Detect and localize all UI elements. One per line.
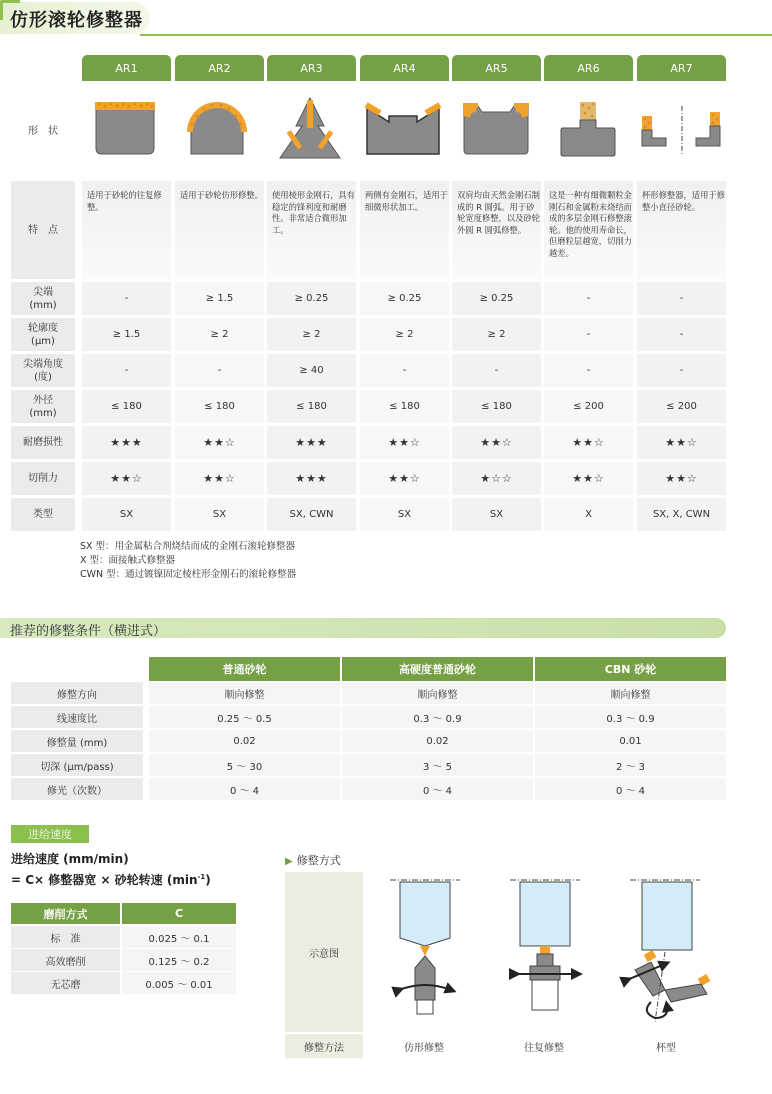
row-0-cell: ≥ 0.25 (452, 282, 541, 315)
section-recommended-conditions (0, 618, 726, 638)
feature-text-ar5: 双肩均由天然金刚石制成的 R 圆弧。用于砂轮宽度修整，以及砂轮外圆 R 圆弧修整。 (457, 190, 540, 235)
conditions-cell: 3 ～ 5 (342, 754, 533, 776)
row-5-cell: ★★☆ (360, 462, 449, 495)
row-4-cell: ★★☆ (544, 426, 633, 459)
column-header-ar4: AR4 (360, 55, 449, 81)
conditions-cell: 顺向修整 (342, 682, 533, 704)
row-2-cell: - (175, 354, 264, 387)
row-label-6: 类型 (11, 498, 75, 531)
c-table-header-1: C (122, 903, 236, 924)
ar2-shape-icon (187, 102, 247, 154)
triangle-right-icon: ▶ (285, 856, 293, 867)
row-label-0: 尖端 (mm) (11, 282, 75, 315)
row-1-cell: ≥ 1.5 (82, 318, 171, 351)
row-6-cell: SX (82, 498, 171, 531)
c-table-method: 高效磨削 (11, 949, 120, 971)
row-1-cell: ≥ 2 (360, 318, 449, 351)
ar5-shape-icon (463, 103, 529, 154)
conditions-row-label: 线速度比 (11, 706, 143, 728)
row-5-cell: ★★☆ (175, 462, 264, 495)
shape-row-label: 形 状 (28, 125, 58, 137)
row-3-cell: ≤ 200 (637, 390, 726, 423)
row-2-cell: - (82, 354, 171, 387)
c-table-header-0: 磨削方式 (11, 903, 120, 924)
conditions-cell: 0 ～ 4 (149, 778, 340, 800)
row-3-cell: ≤ 200 (544, 390, 633, 423)
row-3-cell: ≤ 180 (360, 390, 449, 423)
row-0-cell: ≥ 0.25 (360, 282, 449, 315)
row-2-cell: - (452, 354, 541, 387)
row-1-cell: - (544, 318, 633, 351)
feature-text-ar6: 这是一种有细微颗粒金刚石和金属粉末烧结而成的多层金刚石修整滚轮。他的使用寿命长，但磨粒层越宽，切削力越差。 (549, 190, 632, 258)
profile-dressing-diagram (390, 880, 460, 1014)
column-header-ar6: AR6 (544, 55, 633, 81)
conditions-cell: 顺向修整 (149, 682, 340, 704)
feature-text-ar1: 适用于砂轮的往复修整。 (87, 190, 162, 212)
formula-line2: = C× 修整器宽 × 砂轮转速 $(\min^{-1})$ (11, 873, 211, 887)
feature-text-ar7: 杯形修整器，适用于修整小直径砂轮。 (642, 190, 725, 212)
cup-dressing-diagram (627, 880, 710, 1022)
row-0-cell: - (637, 282, 726, 315)
row-3-cell: ≤ 180 (452, 390, 541, 423)
dressing-method-title: ▶ 修整方式 (285, 854, 341, 867)
row-5-cell: ★★☆ (637, 462, 726, 495)
row-label-4: 耐磨损性 (11, 426, 75, 459)
row-3-cell: ≤ 180 (175, 390, 264, 423)
conditions-cell: 5 ～ 30 (149, 754, 340, 776)
c-table-value: 0.025 ～ 0.1 (122, 926, 236, 948)
conditions-cell: 2 ～ 3 (535, 754, 726, 776)
row-3-cell: ≤ 180 (267, 390, 356, 423)
feed-speed-tag: 进给速度 (11, 825, 89, 843)
conditions-cell: 0 ～ 4 (535, 778, 726, 800)
row-2-cell: - (360, 354, 449, 387)
conditions-row-label: 修光（次数） (11, 778, 143, 800)
c-table-method: 无芯磨 (11, 972, 120, 994)
note-cwn: CWN 型：通过镀镍固定棱柱形金刚石的滚轮修整器 (80, 569, 297, 580)
row-4-cell: ★★☆ (637, 426, 726, 459)
note-sx: SX 型：用金属粘合剂烧结而成的金刚石滚轮修整器 (80, 541, 296, 552)
row-6-cell: SX (175, 498, 264, 531)
row-0-cell: - (82, 282, 171, 315)
row-5-cell: ★★☆ (544, 462, 633, 495)
conditions-cell: 0.02 (149, 730, 340, 752)
conditions-cell: 0.25 ～ 0.5 (149, 706, 340, 728)
feature-text-ar4: 两侧有金刚石，适用于细微形状加工。 (365, 190, 448, 212)
row-6-cell: SX, X, CWN (637, 498, 726, 531)
row-6-cell: SX (452, 498, 541, 531)
conditions-row-label: 修整方向 (11, 682, 143, 704)
row-6-cell: X (544, 498, 633, 531)
ar6-shape-icon (561, 102, 615, 156)
conditions-cell: 顺向修整 (535, 682, 726, 704)
row-label-1: 轮廓度 (μm) (11, 318, 75, 351)
row-2-cell: ≥ 40 (267, 354, 356, 387)
conditions-cell: 0.3 ～ 0.9 (342, 706, 533, 728)
row-2-cell: - (544, 354, 633, 387)
ar3-shape-icon (280, 98, 340, 158)
shape-row (80, 88, 728, 174)
feature-text-ar3: 使用棱形金刚石，具有稳定的锋利度和耐磨性。非常适合微形加工。 (272, 190, 355, 235)
row-2-cell: - (637, 354, 726, 387)
row-0-cell: - (544, 282, 633, 315)
conditions-row-label: 修整量 (mm) (11, 730, 143, 752)
row-label-2: 尖端角度 (度) (11, 354, 75, 387)
note-x: X 型：面接触式修整器 (80, 555, 176, 566)
conditions-header-0: 普通砂轮 (149, 657, 340, 681)
row-4-cell: ★★★ (82, 426, 171, 459)
conditions-header-2: CBN 砂轮 (535, 657, 726, 681)
row-6-cell: SX (360, 498, 449, 531)
conditions-row-label: 切深 (μm/pass) (11, 754, 143, 776)
column-header-ar5: AR5 (452, 55, 541, 81)
feature-text-ar2: 适用于砂轮仿形修整。 (180, 190, 263, 200)
diagram-row-label: 示意图 (285, 872, 363, 1032)
column-header-ar3: AR3 (267, 55, 356, 81)
row-0-cell: ≥ 0.25 (267, 282, 356, 315)
dressing-diagrams (365, 872, 727, 1032)
ar7-shape-icon (642, 106, 720, 154)
type-notes (80, 540, 296, 582)
conditions-cell: 0 ～ 4 (342, 778, 533, 800)
row-1-cell: - (637, 318, 726, 351)
row-label-3: 外径 (mm) (11, 390, 75, 423)
row-4-cell: ★★☆ (452, 426, 541, 459)
page-header (0, 0, 772, 38)
c-table-value: 0.125 ～ 0.2 (122, 949, 236, 971)
c-table-value: 0.005 ～ 0.01 (122, 972, 236, 994)
row-1-cell: ≥ 2 (267, 318, 356, 351)
row-4-cell: ★★☆ (360, 426, 449, 459)
feed-speed-formula (11, 850, 211, 889)
ar1-shape-icon (95, 102, 155, 154)
row-6-cell: SX, CWN (267, 498, 356, 531)
row-5-cell: ★☆☆ (452, 462, 541, 495)
row-1-cell: ≥ 2 (452, 318, 541, 351)
row-4-cell: ★★★ (267, 426, 356, 459)
c-table-method: 标 准 (11, 926, 120, 948)
feature-row-label: 特 点 (11, 181, 75, 279)
column-header-ar1: AR1 (82, 55, 171, 81)
row-5-cell: ★★★ (267, 462, 356, 495)
row-3-cell: ≤ 180 (82, 390, 171, 423)
method-row-label: 修整方法 (285, 1034, 363, 1058)
method-name-0: 仿形修整 (404, 1042, 444, 1054)
formula-line1: 进给速度 (mm/min) (11, 852, 129, 866)
method-name-1: 往复修整 (524, 1042, 564, 1054)
row-5-cell: ★★☆ (82, 462, 171, 495)
conditions-cell: 0.01 (535, 730, 726, 752)
conditions-cell: 0.3 ～ 0.9 (535, 706, 726, 728)
method-name-2: 杯型 (656, 1042, 676, 1054)
reciprocating-dressing-diagram (510, 880, 580, 1010)
column-header-ar2: AR2 (175, 55, 264, 81)
row-4-cell: ★★☆ (175, 426, 264, 459)
section2-title: 推荐的修整条件（横进式） (10, 624, 167, 639)
conditions-header-1: 高硬度普通砂轮 (342, 657, 533, 681)
row-0-cell: ≥ 1.5 (175, 282, 264, 315)
column-header-ar7: AR7 (637, 55, 726, 81)
page-title: 仿形滚轮修整器 (10, 10, 143, 31)
row-1-cell: ≥ 2 (175, 318, 264, 351)
row-label-5: 切削力 (11, 462, 75, 495)
conditions-cell: 0.02 (342, 730, 533, 752)
ar4-shape-icon (365, 102, 442, 154)
